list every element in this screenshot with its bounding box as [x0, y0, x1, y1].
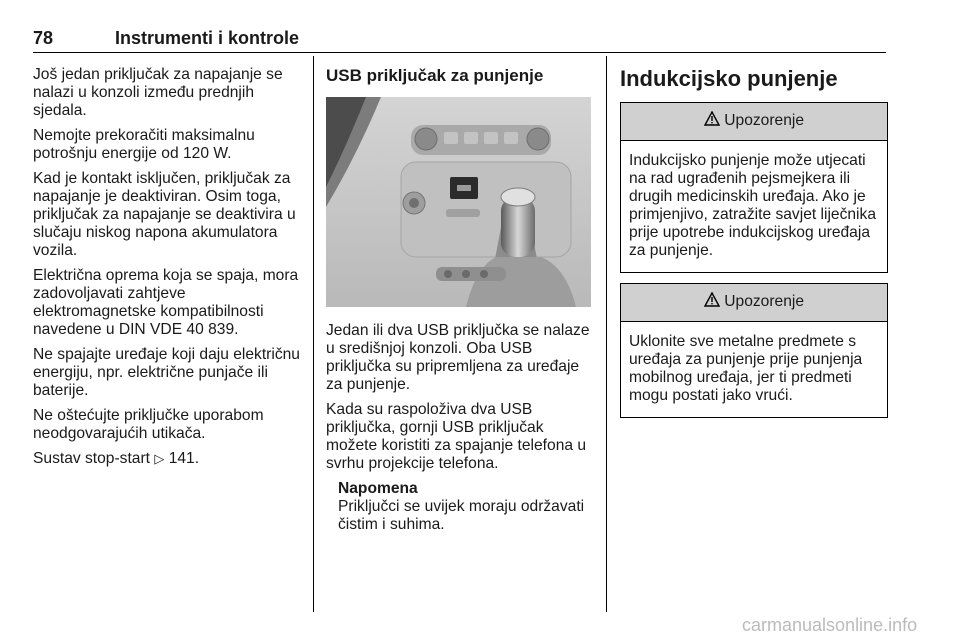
page-header	[33, 28, 886, 53]
cross-reference[interactable]	[33, 450, 303, 468]
reference-text: Sustav stop-start	[33, 450, 150, 467]
note-box	[338, 480, 598, 534]
paragraph: Jedan ili dva USB priključka se nalaze u središnjoj konzoli. Oba USB priključka su pripremljena za uređaje za punjenje.	[326, 322, 590, 393]
column-divider	[606, 56, 607, 612]
warning-box	[620, 102, 888, 273]
page-number: 78	[33, 28, 54, 48]
note-text: Priključci se uvijek moraju održavati čistim i suhima.	[338, 498, 585, 533]
page-title: Instrumenti i kontrole	[115, 28, 300, 48]
reference-arrow-icon: ▷	[154, 451, 165, 466]
paragraph: Kad je kontakt isključen, priključak za napajanje je deaktiviran. Osim toga, priključak za napajanje se deaktivira u slučaju niskog napona akumulatora vozila.	[33, 170, 296, 259]
warning-header	[621, 103, 887, 141]
warning-text: Uklonite sve metalne predmete s uređaja za punjenje prije punjenja mobilnog uređaja, jer ti predmeti mogu postati jako vrući.	[629, 333, 863, 404]
section-heading: USB priključak za punjenje	[326, 66, 544, 85]
note-title: Napomena	[338, 480, 418, 497]
paragraph: Ne spajajte uređaje koji daju električnu energiju, npr. električne punjače ili baterije.	[33, 346, 300, 399]
paragraph: Kada su raspoloživa dva USB priključka, gornji USB priključak možete koristiti za spajanje telefona u svrhu projekcije telefona.	[326, 401, 587, 472]
paragraph: Još jedan priključak za napajanje se nalazi u konzoli između prednjih sjedala.	[33, 66, 283, 119]
paragraph: Električna oprema koja se spaja, mora zadovoljavati zahtjeve elektromagnetske kompatibilnosti navedene u DIN VDE 40 839.	[33, 267, 299, 338]
section-heading: Indukcijsko punjenje	[620, 66, 838, 91]
warning-triangle-icon	[704, 294, 724, 311]
warning-text: Indukcijsko punjenje može utjecati na rad ugrađenih pejsmejkera ili drugih medicinskih uređaja. Ako je primjenjivo, zatražite savjet liječnika prije upotrebe indukcijskog uređaja za punjenje.	[629, 152, 876, 259]
column-divider	[313, 56, 314, 612]
watermark: carmanualsonline.info	[742, 615, 918, 635]
paragraph: Ne oštećujte priključke uporabom neodgovarajućih utikača.	[33, 407, 264, 442]
column-right	[620, 66, 888, 428]
paragraph: Nemojte prekoračiti maksimalnu potrošnju energije od 120 W.	[33, 127, 255, 162]
warning-label: Upozorenje	[724, 293, 805, 310]
column-middle	[326, 66, 598, 534]
console-photo	[326, 97, 591, 307]
reference-page: 141.	[168, 450, 200, 467]
column-left	[33, 66, 303, 475]
warning-triangle-icon	[704, 113, 724, 130]
warning-header	[621, 284, 887, 322]
warning-label: Upozorenje	[724, 112, 805, 129]
warning-box	[620, 283, 888, 418]
